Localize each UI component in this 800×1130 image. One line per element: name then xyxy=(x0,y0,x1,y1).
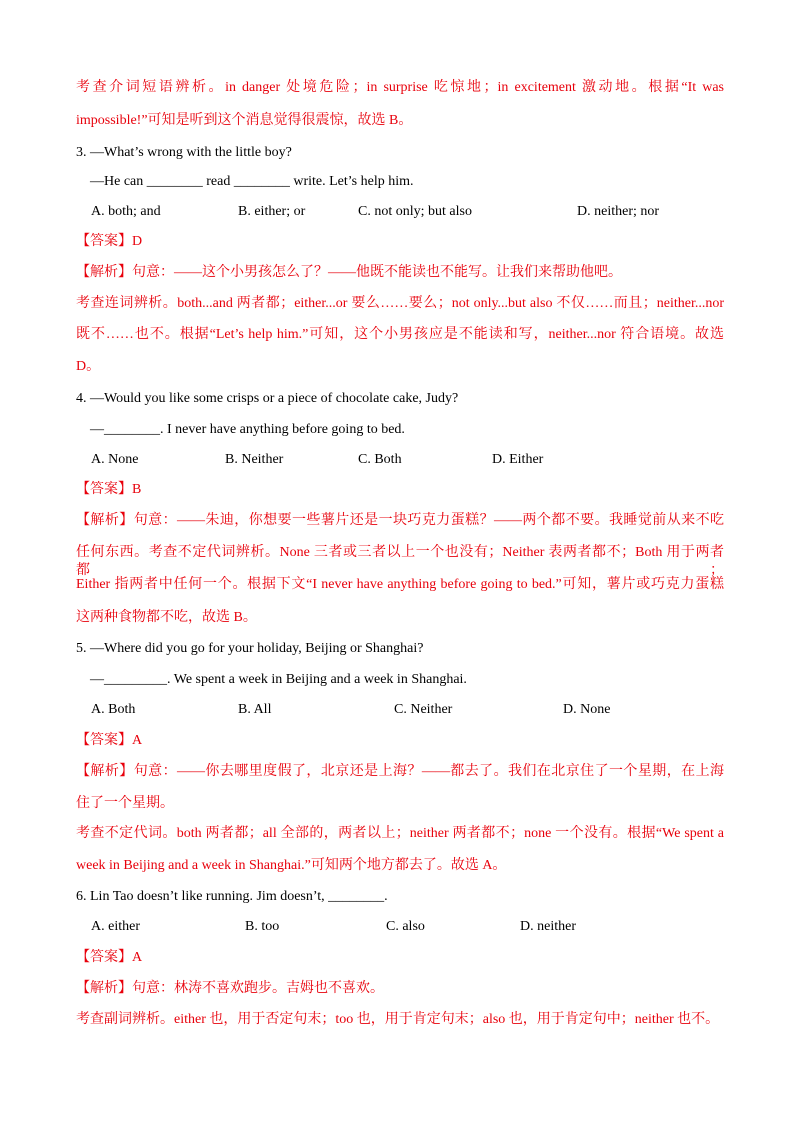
question-3-reply: —He can ________ read ________ write. Let’s help him. xyxy=(90,174,414,189)
question-5-analysis-line: week in Beijing and a week in Shanghai.”可知两个地方都去了。故选 A。 xyxy=(76,858,507,873)
question-5-analysis-line: 【解析】句意：——你去哪里度假了，北京还是上海？——都去了。我们在北京住了一个星期，在上海 xyxy=(76,764,724,779)
question-4-analysis-line: 任何东西。考查不定代词辨析。None 三者或三者以上一个也没有；Neither 表两者都不；Both 用于两者都； xyxy=(76,545,724,578)
question-3-option-b: B. either; or xyxy=(238,204,306,219)
question-4-option-c: C. Both xyxy=(358,452,402,467)
question-4-analysis-line: Either 指两者中任何一个。根据下文“I never have anything before going to bed.”可知，薯片或巧克力蛋糕 xyxy=(76,577,724,592)
question-5-option-a: A. Both xyxy=(91,702,136,717)
question-3-analysis-line: 【解析】句意：——这个小男孩怎么了？——他既不能读也不能写。让我们来帮助他吧。 xyxy=(76,265,622,280)
question-6-option-a: A. either xyxy=(91,919,140,934)
question-4-option-a: A. None xyxy=(91,452,139,467)
question-5-analysis-line: 考查不定代词。both 两者都；all 全部的，两者以上；neither 两者都不；none 一个没有。根据“We spent a xyxy=(76,826,724,841)
question-5-reply: —_________. We spent a week in Beijing and a week in Shanghai. xyxy=(90,672,467,687)
question-4-reply: —________. I never have anything before going to bed. xyxy=(90,422,405,437)
question-5-option-c: C. Neither xyxy=(394,702,453,717)
question-3-stem: 3. —What’s wrong with the little boy? xyxy=(76,145,292,160)
question-6-analysis-line: 【解析】句意：林涛不喜欢跑步。吉姆也不喜欢。 xyxy=(76,981,384,996)
question-6-stem: 6. Lin Tao doesn’t like running. Jim doesn’t, ________. xyxy=(76,889,388,904)
question-5-analysis-line: 住了一个星期。 xyxy=(76,796,174,811)
question-4-option-d: D. Either xyxy=(492,452,544,467)
question-3-answer: 【答案】D xyxy=(76,234,143,249)
question-3-analysis-line: 既不……也不。根据“Let’s help him.”可知，这个小男孩应是不能读和写，neither...nor 符合语境。故选 xyxy=(76,327,724,342)
question-4-answer: 【答案】B xyxy=(76,482,142,497)
question-6-option-d: D. neither xyxy=(520,919,576,934)
question-3-analysis-line: D。 xyxy=(76,359,101,374)
question-5-answer: 【答案】A xyxy=(76,733,143,748)
prev-analysis-line: impossible!”可知是听到这个消息觉得很震惊，故选 B。 xyxy=(76,113,413,128)
question-3-option-c: C. not only; but also xyxy=(358,204,472,219)
question-6-answer: 【答案】A xyxy=(76,950,143,965)
question-5-option-d: D. None xyxy=(563,702,611,717)
question-6-option-c: C. also xyxy=(386,919,425,934)
question-4-analysis-line: 这两种食物都不吃，故选 B。 xyxy=(76,610,257,625)
question-4-option-b: B. Neither xyxy=(225,452,284,467)
question-5-option-b: B. All xyxy=(238,702,272,717)
question-3-option-a: A. both; and xyxy=(91,204,161,219)
question-5-stem: 5. —Where did you go for your holiday, Beijing or Shanghai? xyxy=(76,641,424,656)
question-3-option-d: D. neither; nor xyxy=(577,204,660,219)
question-6-analysis-line: 考查副词辨析。either 也，用于否定句末；too 也，用于肯定句末；also 也，用于肯定句中；neither 也不。 xyxy=(76,1012,720,1027)
question-6-option-b: B. too xyxy=(245,919,280,934)
prev-analysis-line: 考查介词短语辨析。in danger 处境危险；in surprise 吃惊地；in excitement 激动地。根据“It was xyxy=(76,80,724,95)
question-4-analysis-line: 【解析】句意：——朱迪，你想要一些薯片还是一块巧克力蛋糕？——两个都不要。我睡觉前从来不吃 xyxy=(76,513,724,528)
question-3-analysis-line: 考查连词辨析。both...and 两者都；either...or 要么……要么；not only...but also 不仅……而且；neither...nor xyxy=(76,296,724,311)
question-4-stem: 4. —Would you like some crisps or a piece of chocolate cake, Judy? xyxy=(76,391,459,406)
